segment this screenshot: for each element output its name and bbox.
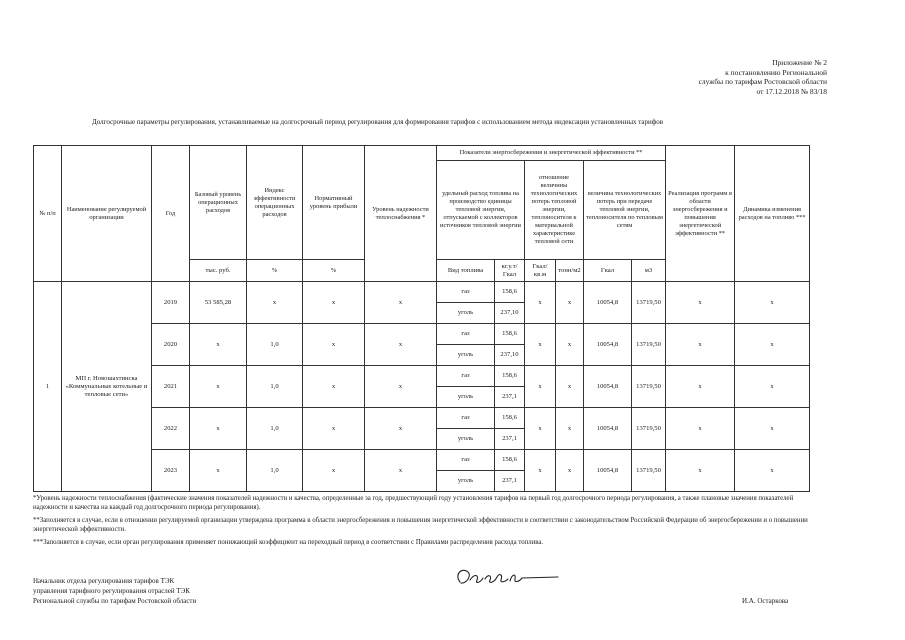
cell-index: 1,0 (247, 324, 303, 366)
cell-reliability: x (365, 324, 437, 366)
cell-reliability: x (365, 366, 437, 408)
footnote-2: **Заполняется в случае, если в отношении регулируемой организации утверждена программа в области энергосбережения и повышения энергетической эффективности в соответствии с законодательством Российской Федерации об энергосбережении и о повышении энергетической эффективности. (33, 517, 808, 533)
cell-program: x (666, 282, 735, 324)
appendix-line: службы по тарифам Ростовской области (698, 77, 827, 86)
header-index: Индекс эффективности операционных расходов (247, 146, 303, 260)
cell-fuel-value: 158,6 (495, 366, 525, 387)
cell-losses-2: 13719,50 (632, 324, 666, 366)
unit-losses-1: Гкал (584, 260, 632, 282)
header-dynamics: Динамика изменения расходов на топливо *** (735, 146, 810, 282)
cell-dynamics: x (735, 366, 810, 408)
header-year: Год (152, 146, 190, 282)
cell-fuel-value: 158,6 (495, 408, 525, 429)
unit-ratio-2: тонн/м2 (556, 260, 584, 282)
cell-year: 2019 (152, 282, 190, 324)
header-ratio: отношение величины технологических потерь тепловой энергии, теплоносителя к материальной характеристике тепловой сети (525, 161, 584, 260)
header-num: № п/п (34, 146, 62, 282)
unit-fuel: кг.у.т/Гкал (495, 260, 525, 282)
header-reliability: Уровень надежности теплоснабжения * (365, 146, 437, 282)
signatory-name: И.А. Остаркова (742, 597, 789, 605)
cell-profit: x (303, 324, 365, 366)
cell-index: 1,0 (247, 408, 303, 450)
cell-fuel-value: 237,1 (495, 429, 525, 450)
org-name: МП г. Новошахтинска «Коммунальные котельные и тепловые сети» (62, 282, 152, 492)
cell-ratio-2: x (556, 324, 584, 366)
cell-program: x (666, 366, 735, 408)
cell-dynamics: x (735, 282, 810, 324)
cell-fuel-type: уголь (437, 345, 495, 366)
handwritten-signature (452, 564, 562, 592)
appendix-line: Приложение № 2 (772, 58, 827, 67)
cell-losses-1: 10054,8 (584, 282, 632, 324)
unit-index: % (247, 260, 303, 282)
cell-fuel-value: 158,6 (495, 450, 525, 471)
cell-fuel-type: газ (437, 450, 495, 471)
cell-reliability: x (365, 408, 437, 450)
cell-dynamics: x (735, 450, 810, 492)
cell-reliability: x (365, 282, 437, 324)
cell-losses-2: 13719,50 (632, 450, 666, 492)
unit-ratio-1: Гкал/ кв.м (525, 260, 556, 282)
appendix-line: к постановлению Региональной (725, 67, 827, 77)
header-losses: величина технологических потерь при передаче тепловой энергии, теплоносителя по тепловым сетям (584, 161, 666, 260)
cell-fuel-value: 237,10 (495, 345, 525, 366)
cell-losses-1: 10054,8 (584, 450, 632, 492)
cell-base: x (190, 324, 247, 366)
cell-dynamics: x (735, 408, 810, 450)
document-title: Долгосрочные параметры регулирования, устанавливаемые на долгосрочный период регулирования для формирования тарифов с использованием метода индексации установленных тарифов (92, 118, 664, 126)
cell-fuel-type: газ (437, 366, 495, 387)
cell-base: x (190, 408, 247, 450)
footnote-3: ***Заполняется в случае, если орган регулирования применяет понижающий коэффициент на переходный период в соответствии с Правилами распределения расхода топлива. (33, 539, 544, 546)
header-profit: Нормативный уровень прибыли (303, 146, 365, 260)
cell-dynamics: x (735, 324, 810, 366)
cell-ratio-1: x (525, 408, 556, 450)
cell-base: x (190, 450, 247, 492)
cell-fuel-value: 158,6 (495, 324, 525, 345)
cell-fuel-value: 158,6 (495, 282, 525, 303)
cell-ratio-2: x (556, 450, 584, 492)
cell-fuel-type: газ (437, 324, 495, 345)
cell-year: 2022 (152, 408, 190, 450)
header-fuel: удельный расход топлива на производство единицы тепловой энергии, отпускаемой с коллекторов источников тепловой энергии (437, 161, 525, 260)
cell-index: 1,0 (247, 450, 303, 492)
cell-fuel-value: 237,1 (495, 471, 525, 492)
cell-ratio-2: x (556, 408, 584, 450)
header-base: Базовый уровень операционных расходов (190, 146, 247, 260)
appendix-line: от 17.12.2018 № 83/18 (756, 86, 827, 96)
appendix-block (699, 58, 827, 96)
cell-profit: x (303, 282, 365, 324)
cell-year: 2021 (152, 366, 190, 408)
cell-ratio-1: x (525, 450, 556, 492)
signatory-line: управления тарифного регулирования отраслей ТЭК (33, 587, 190, 595)
cell-program: x (666, 408, 735, 450)
cell-ratio-2: x (556, 366, 584, 408)
signatory-line: Региональной службы по тарифам Ростовской области (33, 597, 197, 605)
cell-fuel-type: уголь (437, 429, 495, 450)
cell-ratio-1: x (525, 366, 556, 408)
signatory-position (33, 576, 196, 606)
cell-index: x (247, 282, 303, 324)
cell-index: 1,0 (247, 366, 303, 408)
cell-base: x (190, 366, 247, 408)
cell-reliability: x (365, 450, 437, 492)
cell-fuel-type: уголь (437, 471, 495, 492)
cell-losses-2: 13719,50 (632, 282, 666, 324)
cell-base: 53 585,28 (190, 282, 247, 324)
unit-base: тыс. руб. (190, 260, 247, 282)
footnotes (33, 494, 823, 551)
unit-profit: % (303, 260, 365, 282)
cell-program: x (666, 450, 735, 492)
footnote-1: *Уровень надежности теплоснабжения (фактические значения показателей надежности и качества, определенные за год, предшествующий году установления тарифов на первый год долгосрочного периода регулирования, а также плановые значения показателей надежности и качества на каждый год долгосрочного периода регулирования). (33, 495, 794, 511)
cell-losses-1: 10054,8 (584, 408, 632, 450)
header-program: Реализация программ в области энергосбережения и повышения энергетической эффективности ** (666, 146, 735, 282)
cell-program: x (666, 324, 735, 366)
cell-ratio-1: x (525, 282, 556, 324)
cell-losses-2: 13719,50 (632, 366, 666, 408)
cell-ratio-2: x (556, 282, 584, 324)
signatory-line: Начальник отдела регулирования тарифов ТЭК (33, 577, 175, 585)
cell-fuel-value: 237,1 (495, 387, 525, 408)
cell-profit: x (303, 366, 365, 408)
cell-fuel-type: уголь (437, 387, 495, 408)
cell-fuel-type: уголь (437, 303, 495, 324)
cell-losses-2: 13719,50 (632, 408, 666, 450)
cell-losses-1: 10054,8 (584, 324, 632, 366)
unit-fuel-type: Вид топлива (437, 260, 495, 282)
parameters-table (33, 145, 810, 492)
cell-losses-1: 10054,8 (584, 366, 632, 408)
cell-year: 2023 (152, 450, 190, 492)
header-org: Наименование регулируемой организации (62, 146, 152, 282)
header-energy-group: Показатели энергосбережения и энергетической эффективности ** (437, 146, 666, 161)
cell-ratio-1: x (525, 324, 556, 366)
unit-losses-2: м3 (632, 260, 666, 282)
cell-profit: x (303, 450, 365, 492)
cell-fuel-type: газ (437, 282, 495, 303)
cell-profit: x (303, 408, 365, 450)
cell-fuel-type: газ (437, 408, 495, 429)
cell-fuel-value: 237,10 (495, 303, 525, 324)
org-number: 1 (34, 282, 62, 492)
cell-year: 2020 (152, 324, 190, 366)
